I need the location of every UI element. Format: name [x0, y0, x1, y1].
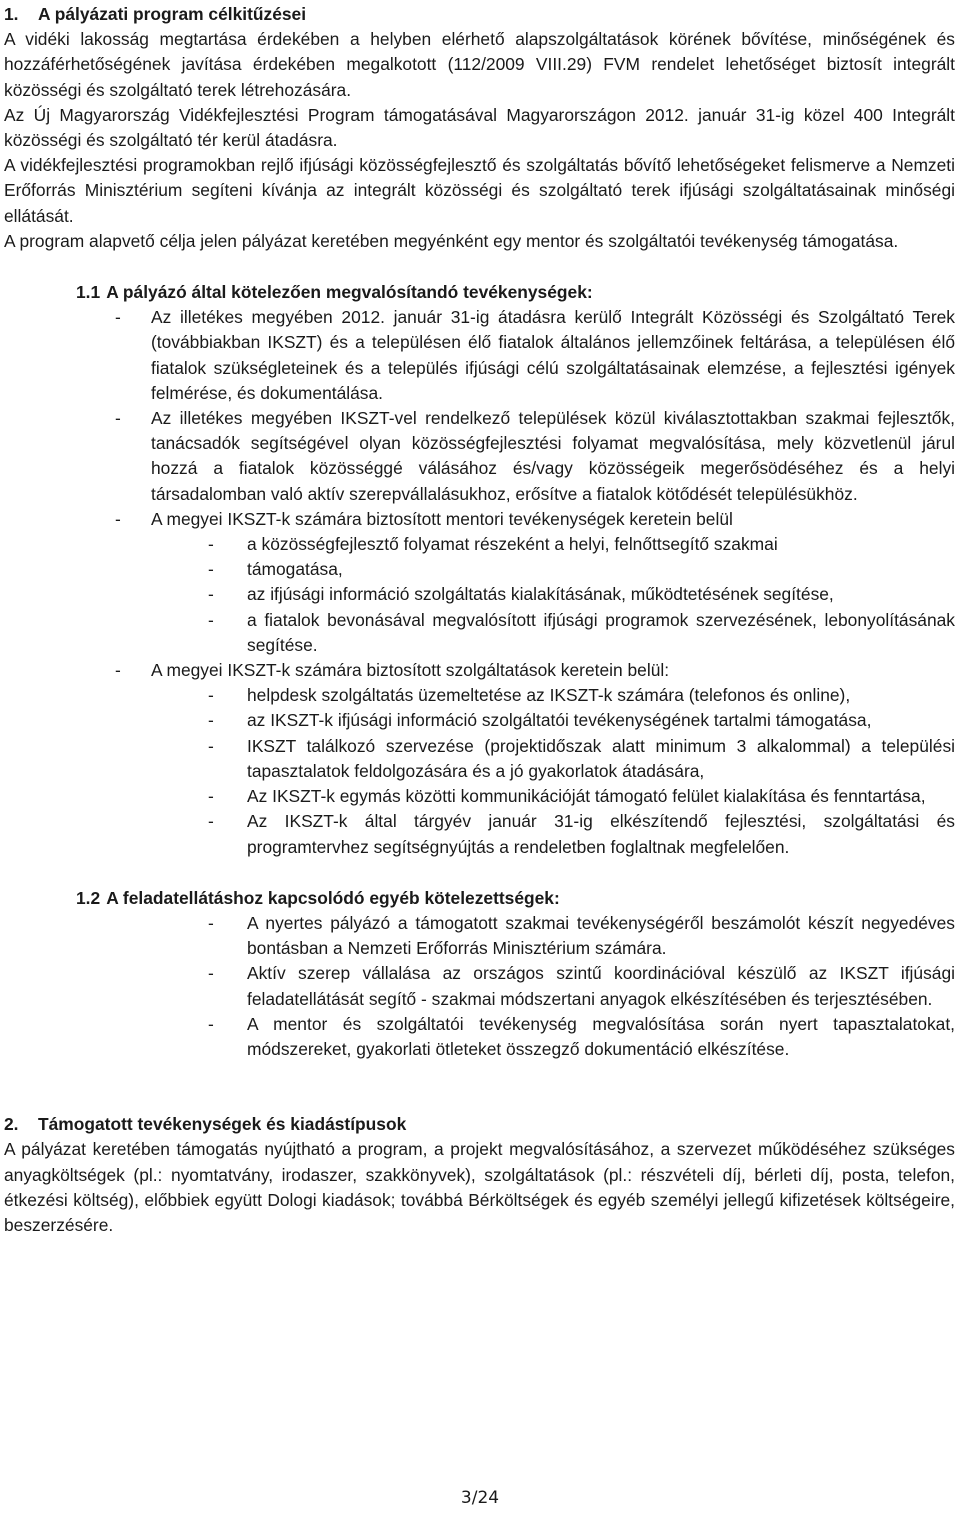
- activity-item-2-text: Az illetékes megyében IKSZT-vel rendelkező települések közül kiválasztottakban szakmai fejlesztők, tanácsadók segítségével olyan közösségfejlesztési folyamat megvalósítása, mely közvetlenül járul hozzá a fiatalok közösséggé válásához és/vagy közösségeik megerősödéséhez és a helyi társadalomban való aktív szerepvállalásukhoz, erősítve a fiatalok kötődését településükhöz.: [151, 408, 955, 504]
- section-1-2-number: 1.2: [76, 887, 101, 908]
- obligation-item-2-text: Aktív szerep vállalása az országos szintű koordinációval készülő az IKSZT ifjúsági feladatellátását segítő - szakmai módszertani anyagok elkészítésében és terjesztésében.: [247, 963, 955, 1009]
- section-1-paragraph-2: Az Új Magyarország Vidékfejlesztési Program támogatásával Magyarországon 2012. január 31-ig közel 400 Integrált közösségi és szolgáltató tér kerül átadásra.: [4, 104, 955, 151]
- section-1-paragraph-1: A vidéki lakosság megtartása érdekében a helyben elérhető alapszolgáltatások körének bővítése, minőségének és hozzáférhetőségének javítása érdekében megalkotott (112/2009 VIII.29) FVM rendelet lehetőséget biztosít integrált közösségi és szolgáltató terek létrehozására.: [4, 29, 955, 100]
- activity-item-1-text: Az illetékes megyében 2012. január 31-ig átadásra kerülő Integrált Közösségi és Szolgáltató Terek (továbbiakban IKSZT) és a településen élő fiatalok általános jellemzőinek feltárása, a településen élő fiatalok szükségleteinek és a település ifjúsági célú szolgáltatásainak elemzése, a fejlesztési igények felmérése, és dokumentálása.: [151, 307, 955, 403]
- activity-item-2: [4, 406, 955, 507]
- bullet-dash: -: [208, 811, 214, 832]
- section-2-heading: [4, 1112, 955, 1137]
- service-subitem-2: [4, 708, 955, 733]
- bullet-dash: -: [208, 685, 214, 706]
- mentor-subitem-3-text: az ifjúsági információ szolgáltatás kialakításának, működtetésének segítése,: [247, 584, 834, 605]
- bullet-dash: -: [115, 660, 121, 681]
- service-subitem-5-text: Az IKSZT-k által tárgyév január 31-ig elkészítendő fejlesztési, szolgáltatási és programtervhez segítségnyújtás a rendeletben foglaltnak megfelelően.: [247, 811, 955, 857]
- service-subitem-1-text: helpdesk szolgáltatás üzemeltetése az IKSZT-k számára (telefonos és online),: [247, 685, 851, 706]
- service-subitem-3: [4, 734, 955, 784]
- bullet-dash: -: [115, 508, 121, 529]
- obligation-item-1: [4, 911, 955, 961]
- section-1-number: 1.: [4, 4, 19, 24]
- bullet-dash: -: [208, 534, 214, 555]
- mentor-subitem-4-text: a fiatalok bevonásával megvalósított ifjúsági programok szervezésének, lebonyolításának segítése.: [247, 609, 955, 655]
- section-2-number: 2.: [4, 1114, 19, 1135]
- mentor-subitem-2-text: támogatása,: [247, 559, 343, 580]
- bullet-dash: -: [208, 735, 214, 756]
- mentor-subitem-1: [4, 532, 955, 557]
- mentor-subitem-1-text: a közösségfejlesztő folyamat részeként a helyi, felnőttsegítő szakmai: [247, 534, 778, 555]
- activity-item-3: [4, 507, 955, 532]
- mentor-subitem-2: [4, 557, 955, 582]
- section-2-title: Támogatott tevékenységek és kiadástípusok: [38, 1114, 407, 1135]
- bullet-dash: -: [208, 609, 214, 630]
- activity-item-4: [4, 658, 955, 683]
- bullet-dash: -: [208, 912, 214, 933]
- service-subitem-4-text: Az IKSZT-k egymás közötti kommunikációját támogató felület kialakítása és fenntartása,: [247, 786, 926, 807]
- section-1-heading: [4, 2, 955, 27]
- service-subitem-5: [4, 809, 955, 859]
- section-1-paragraph-4: A program alapvető célja jelen pályázat keretében megyénként egy mentor és szolgáltatói tevékenység támogatása.: [4, 230, 899, 251]
- activity-item-1: [4, 305, 955, 406]
- bullet-dash: -: [208, 559, 214, 580]
- section-1-1-heading: [4, 280, 955, 305]
- activity-item-3-text: A megyei IKSZT-k számára biztosított mentori tevékenységek keretein belül: [151, 508, 733, 529]
- bullet-dash: -: [208, 963, 214, 984]
- section-1-1-number: 1.1: [76, 282, 101, 303]
- section-1-paragraph-3: A vidékfejlesztési programokban rejlő ifjúsági közösségfejlesztő és szolgáltatás bővítő lehetőségeket felismerve a Nemzeti Erőforrás Minisztérium segíteni kívánja az integrált közösségi és szolgáltató terek ifjúsági szolgáltatásainak minőségi ellátását.: [4, 155, 955, 226]
- bullet-dash: -: [115, 307, 121, 328]
- obligation-item-2: [4, 961, 955, 1011]
- bullet-dash: -: [115, 408, 121, 429]
- bullet-dash: -: [208, 786, 214, 807]
- service-subitem-2-text: az IKSZT-k ifjúsági információ szolgáltatói tevékenységének tartalmi támogatása,: [247, 710, 872, 731]
- obligation-item-3-text: A mentor és szolgáltatói tevékenység megvalósítása során nyert tapasztalatokat, módszereket, gyakorlati ötleteket összegző dokumentáció elkészítése.: [247, 1013, 955, 1059]
- section-1-title: A pályázati program célkitűzései: [38, 4, 307, 24]
- obligation-item-1-text: A nyertes pályázó a támogatott szakmai tevékenységéről beszámolót készít negyedéves bontásban a Nemzeti Erőforrás Minisztérium számára.: [247, 912, 955, 959]
- activity-item-4-text: A megyei IKSZT-k számára biztosított szolgáltatások keretein belül:: [151, 660, 670, 681]
- section-1-2-heading: [4, 886, 955, 911]
- service-subitem-4: [4, 784, 955, 809]
- mentor-subitem-4: [4, 608, 955, 658]
- section-2-paragraph: A pályázat keretében támogatás nyújtható a program, a projekt megvalósításához, a szervezet működéséhez szükséges anyagköltségek (pl.: nyomtatvány, irodaszer, szakkönyvek), szolgáltatások (pl.: részvételi díj, bérleti díj, posta, telefon, étkezési költség), előbbiek együtt Dologi kiadások; továbbá Bérköltségek és egyéb személyi jellegű kifizetések költségeire, beszerzésére.: [4, 1139, 955, 1235]
- section-1-2-title: A feladatellátáshoz kapcsolódó egyéb kötelezettségek:: [106, 887, 560, 908]
- bullet-dash: -: [208, 710, 214, 731]
- page-number: 3/24: [460, 1488, 500, 1508]
- bullet-dash: -: [208, 584, 214, 605]
- bullet-dash: -: [208, 1013, 214, 1034]
- obligation-item-3: [4, 1012, 955, 1062]
- service-subitem-3-text: IKSZT találkozó szervezése (projektidőszak alatt minimum 3 alkalommal) a települési tapasztalatok feldolgozására és a jó gyakorlatok átadására,: [247, 735, 955, 781]
- service-subitem-1: [4, 683, 955, 708]
- section-1-1-title: A pályázó által kötelezően megvalósítandó tevékenységek:: [106, 282, 593, 303]
- mentor-subitem-3: [4, 582, 955, 607]
